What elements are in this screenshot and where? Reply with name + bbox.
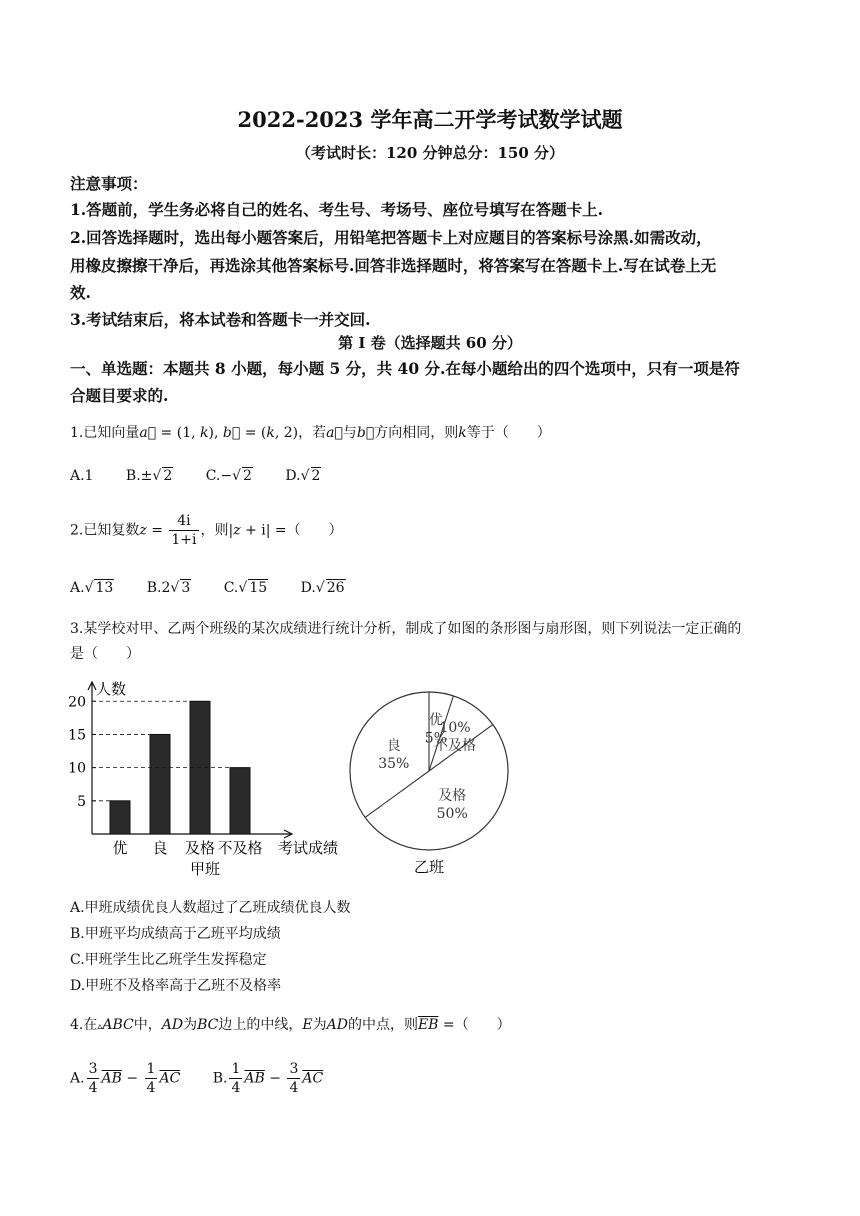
note-1: 1.答题前，学生务必将自己的姓名、考生号、考场号、座位号填写在答题卡上. bbox=[70, 200, 604, 219]
question-4-stem: 4.在▵ABC中，AD为BC边上的中线，E为AD的中点，则$\overline{EB}$ =（ ） bbox=[70, 1017, 511, 1033]
pie-slice-value: 5% bbox=[424, 730, 448, 747]
pie-slice-value: 不及格 bbox=[434, 738, 477, 755]
section-heading-line-2: 合题目要求的. bbox=[70, 386, 169, 405]
notes-heading: 注意事项： bbox=[70, 174, 148, 193]
question-3-option-c[interactable]: C.甲班学生比乙班学生发挥稳定 bbox=[70, 952, 267, 968]
pie-slice-value: 35% bbox=[378, 756, 410, 773]
question-1-stem: 1.已知向量a⃗ = (1, k), b⃗ = (k, 2)，若a⃗与b⃗方向相同，则k等于（ ） bbox=[70, 425, 551, 441]
bar-y-tick-label: 15 bbox=[68, 727, 86, 744]
question-1-options bbox=[70, 468, 349, 484]
note-2-line-2: 用橡皮擦擦干净后，再选涂其他答案标号.回答非选择题时，将答案写在答题卡上.写在试卷上无 bbox=[70, 256, 717, 275]
question-2-options bbox=[70, 580, 374, 596]
bar-2 bbox=[150, 734, 170, 834]
bar-category-label: 及格 bbox=[184, 839, 216, 857]
part-heading: 第 I 卷（选择题共 60 分） bbox=[338, 334, 522, 352]
option-d[interactable]: D.√ 26 bbox=[300, 580, 345, 596]
question-3-stem-line-2: 是（ ） bbox=[70, 646, 140, 662]
question-3-option-d[interactable]: D.甲班不及格率高于乙班不及格率 bbox=[70, 978, 282, 994]
option-b[interactable]: B.2√ 3 bbox=[146, 580, 191, 596]
question-4-options bbox=[70, 1060, 351, 1097]
page-subtitle: （考试时长：120 分钟总分：150 分） bbox=[295, 144, 565, 162]
option-a[interactable]: A. $\frac{3}{4}$ $\overline{AB}$ − $\frac{1}{4}$ $\overline{AC}$ bbox=[70, 1061, 181, 1096]
pie-slice-label: 良 bbox=[386, 738, 401, 755]
note-2-line-3: 效. bbox=[70, 283, 91, 302]
page-title: 2022-2023 学年高二开学考试数学试题 bbox=[237, 107, 623, 132]
bar-y-tick-label: 5 bbox=[77, 793, 86, 810]
option-a[interactable]: A.√ 13 bbox=[70, 580, 114, 596]
option-c[interactable]: C.√ 15 bbox=[223, 580, 268, 596]
option-c[interactable]: C.−√ 2 bbox=[205, 468, 252, 484]
bar-category-label: 良 bbox=[152, 839, 168, 857]
bar-y-tick-label: 20 bbox=[68, 694, 86, 711]
question-3-stem-line-1: 3.某学校对甲、乙两个班级的某次成绩进行统计分析，制成了如图的条形图与扇形图，则下列说法一定正确的 bbox=[70, 621, 742, 637]
option-b[interactable]: B.±√ 2 bbox=[125, 468, 173, 484]
note-3: 3.考试结束后，将本试卷和答题卡一并交回. bbox=[70, 310, 371, 329]
bar-y-tick-label: 10 bbox=[68, 760, 86, 777]
pie-slice-value: 50% bbox=[436, 805, 468, 822]
note-2-line-1: 2.回答选择题时，选出每小题答案后，用铅笔把答题卡上对应题目的答案标号涂黑.如需改动， bbox=[70, 228, 712, 247]
bar-chart-title: 甲班 bbox=[189, 860, 221, 878]
pie-slice-label: 优 bbox=[428, 712, 443, 729]
question-2-stem: 2.已知复数z = $\frac{4i}{1+i}$ ，则|z + i| =（ ） bbox=[70, 513, 343, 548]
bar-category-label: 优 bbox=[112, 839, 128, 857]
pie-chart-title: 乙班 bbox=[413, 858, 445, 876]
option-a[interactable]: A.1 bbox=[70, 468, 94, 484]
option-d[interactable]: D.√ 2 bbox=[285, 468, 321, 484]
pie-slice-label: 及格 bbox=[438, 787, 467, 804]
pie-chart-class-yi bbox=[340, 682, 540, 878]
bar-chart-class-jia bbox=[60, 672, 360, 882]
bar-category-label: 不及格 bbox=[217, 839, 263, 857]
bar-1 bbox=[110, 801, 130, 834]
question-3-option-a[interactable]: A.甲班成绩优良人数超过了乙班成绩优良人数 bbox=[70, 900, 351, 916]
bar-4 bbox=[230, 768, 250, 834]
bar-chart-ylabel: 人数 bbox=[96, 680, 127, 698]
section-heading-line-1: 一、单选题：本题共 8 小题，每小题 5 分，共 40 分.在每小题给出的四个选项中，只有一项是符 bbox=[70, 359, 740, 378]
question-3-option-b[interactable]: B.甲班平均成绩高于乙班平均成绩 bbox=[70, 926, 281, 942]
pie-slice-label: 10% bbox=[439, 720, 471, 737]
option-b[interactable]: B. $\frac{1}{4}$ $\overline{AB}$ − $\frac{3}{4}$ $\overline{AC}$ bbox=[212, 1061, 324, 1096]
bar-chart-xlabel: 考试成绩 bbox=[278, 839, 339, 857]
